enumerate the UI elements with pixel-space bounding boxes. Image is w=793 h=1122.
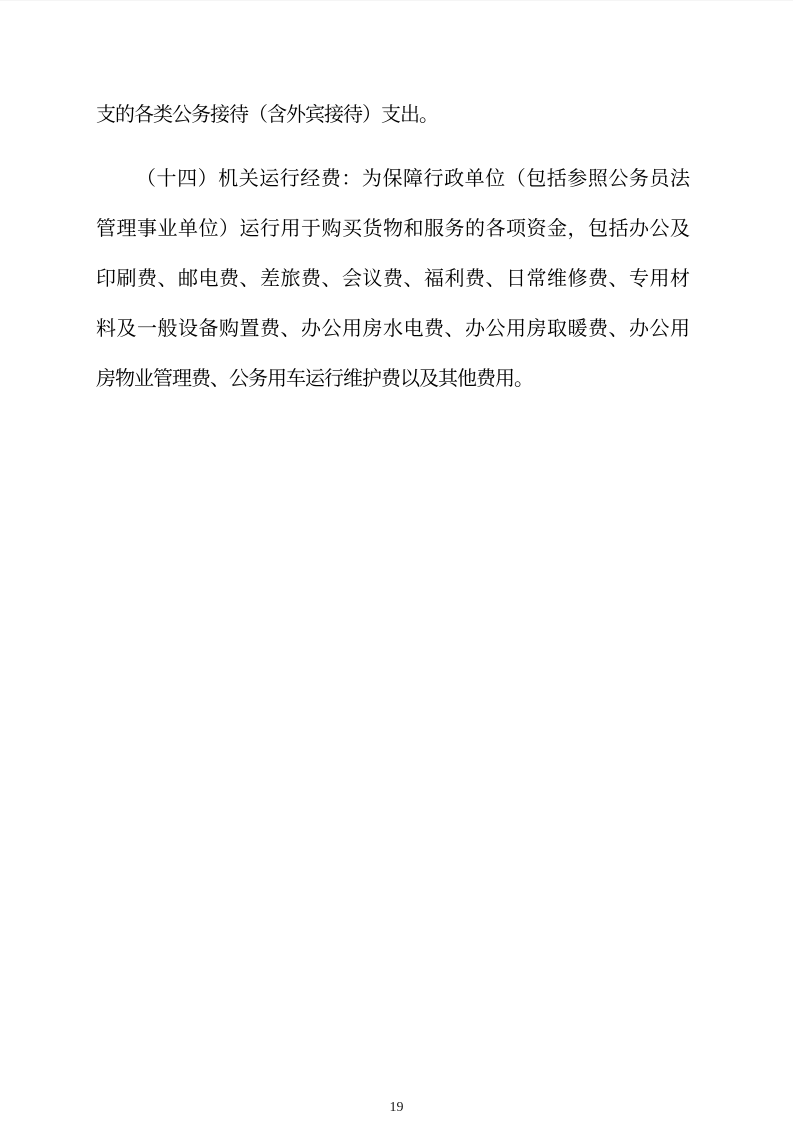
text-line: 管理事业单位）运行用于购买货物和服务的各项资金，包括办公及 <box>96 218 690 240</box>
paragraph <box>96 90 690 140</box>
text-line: 印刷费、邮电费、差旅费、会议费、福利费、日常维修费、专用材 <box>96 268 690 290</box>
text-line: （十四）机关运行经费：为保障行政单位（包括参照公务员法 <box>136 168 690 190</box>
text-line: 料及一般设备购置费、办公用房水电费、办公用房取暖费、办公用 <box>96 318 690 340</box>
text-line: 房物业管理费、公务用车运行维护费以及其他费用。 <box>96 368 533 390</box>
page-footer <box>0 1098 793 1118</box>
paragraph <box>96 154 690 404</box>
text-line: 支的各类公务接待（含外宾接待）支出。 <box>96 104 438 126</box>
document-body <box>96 90 690 404</box>
page-number: 19 <box>389 1100 404 1115</box>
